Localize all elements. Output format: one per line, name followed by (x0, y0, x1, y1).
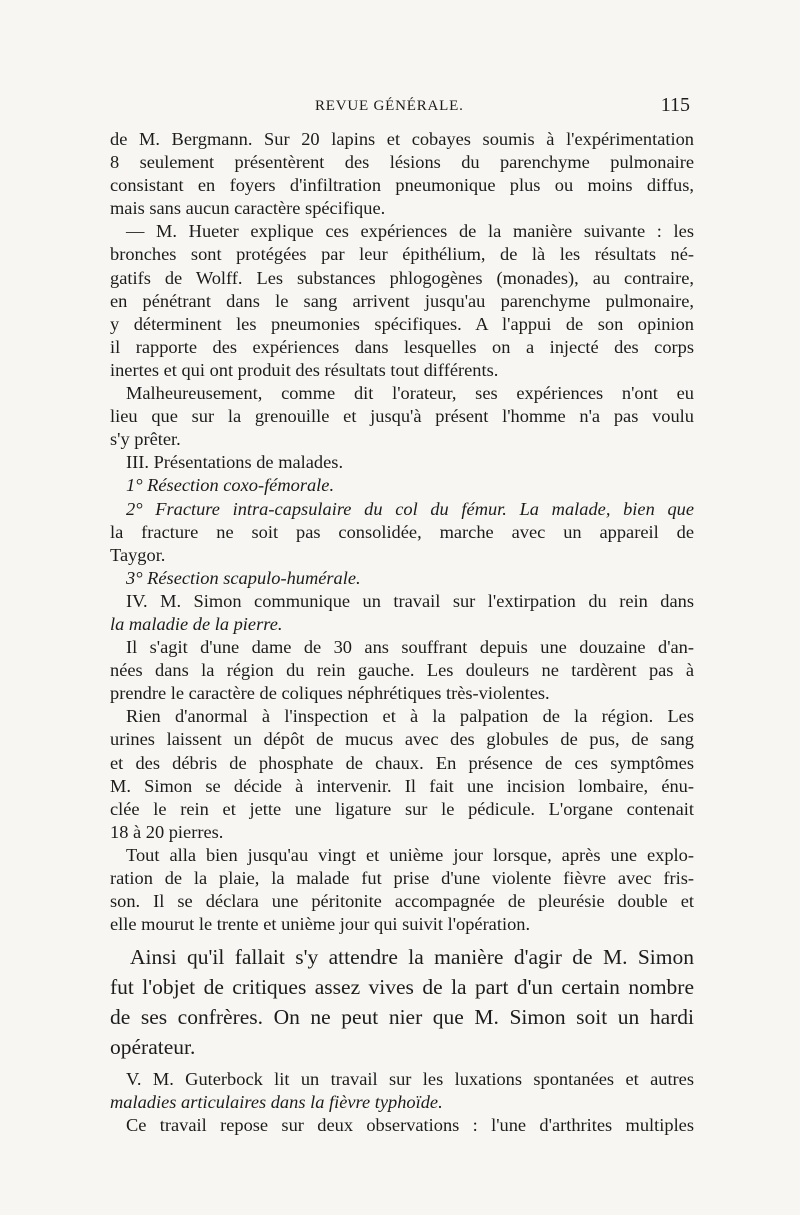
text-line: Tout alla bien jusqu'au vingt et unième jour lorsque, après une explo- (126, 844, 694, 865)
text-line-large: opérateur. (110, 1035, 196, 1060)
text-line: de M. Bergmann. Sur 20 lapins et cobayes soumis à l'expérimentation (110, 129, 694, 149)
text-line: prendre le caractère de coliques néphrétiques très-violentes. (110, 683, 550, 704)
text-line: en pénétrant dans le sang arrivent jusqu'au parenchyme pulmonaire, (110, 290, 694, 311)
text-line: M. Simon se décide à intervenir. Il fait une incision lombaire, énu- (110, 775, 694, 796)
text-line: Il s'agit d'une dame de 30 ans souffrant depuis une douzaine d'an- (126, 637, 694, 658)
text-line: 18 à 20 pierres. (110, 821, 224, 842)
text-line-large: de ses confrères. On ne peut nier que M. Simon soit un hardi (110, 1005, 694, 1030)
body-text (110, 128, 694, 1138)
text-line: Rien d'anormal à l'inspection et à la palpation de la région. Les (126, 706, 694, 727)
text-line: 2° Fracture intra-capsulaire du col du fémur. La malade, bien que (126, 498, 694, 519)
text-line-large: fut l'objet de critiques assez vives de la part d'un certain nombre (110, 975, 694, 1000)
subsection-heading: 1° Résection coxo-fémorale. (126, 475, 335, 496)
text-line: ration de la plaie, la malade fut prise d'une violente fièvre avec fris- (110, 868, 694, 888)
text-line: il rapporte des expériences dans lesquelles on a injecté des corps (110, 336, 694, 357)
text-line: la fracture ne soit pas consolidée, marche avec un appareil de (110, 521, 694, 542)
text-line: y déterminent les pneumonies spécifiques. A l'appui de son opinion (110, 313, 694, 334)
text-line: Ce travail repose sur deux observations : l'une d'arthrites multiples (126, 1115, 694, 1136)
page-number: 115 (660, 94, 690, 116)
subsection-heading: 3° Résection scapulo-humérale. (126, 567, 361, 588)
text-line: et des débris de phosphate de chaux. En présence de ces symptômes (110, 752, 694, 773)
text-line: Malheureusement, comme dit l'orateur, ses expériences n'ont eu (126, 383, 694, 404)
text-line-large: Ainsi qu'il fallait s'y attendre la manière d'agir de M. Simon (130, 945, 694, 970)
text-line: mais sans aucun caractère spécifique. (110, 198, 386, 219)
text-line: gatifs de Wolff. Les substances phlogogènes (monades), au contraire, (110, 267, 694, 288)
text-line: 8 seulement présentèrent des lésions du parenchyme pulmonaire (110, 152, 694, 173)
text-line: son. Il se déclara une péritonite accompagnée de pleurésie double et (110, 891, 694, 912)
text-line: bronches sont protégées par leur épithélium, de là les résultats né- (110, 244, 694, 265)
text-line: consistant en foyers d'infiltration pneumonique plus ou moins diffus, (110, 175, 694, 196)
text-line: inertes et qui ont produit des résultats tout différents. (110, 359, 499, 380)
text-line: nées dans la région du rein gauche. Les douleurs ne tardèrent pas à (110, 660, 694, 681)
text-line: lieu que sur la grenouille et jusqu'à présent l'homme n'a pas voulu (110, 406, 694, 427)
text-line: clée le rein et jette une ligature sur le pédicule. L'organe contenait (110, 798, 694, 819)
text-line: Taygor. (110, 544, 166, 565)
text-line: urines laissent un dépôt de mucus avec des globules de pus, de sang (110, 729, 694, 750)
text-line: elle mourut le trente et unième jour qui suivit l'opération. (110, 914, 531, 935)
text-line: s'y prêter. (110, 429, 181, 450)
running-title: REVUE GÉNÉRALE. (315, 98, 464, 114)
section-heading: V. M. Guterbock lit un travail sur les luxations spontanées et autres (126, 1069, 694, 1090)
section-heading: III. Présentations de malades. (126, 452, 344, 473)
page-header (110, 94, 690, 122)
section-heading: IV. M. Simon communique un travail sur l'extirpation du rein dans (126, 590, 694, 611)
text-line: maladies articulaires dans la fièvre typhoïde. (110, 1092, 443, 1113)
text-line: — M. Hueter explique ces expériences de la manière suivante : les (126, 221, 694, 242)
text-line: la maladie de la pierre. (110, 613, 283, 634)
